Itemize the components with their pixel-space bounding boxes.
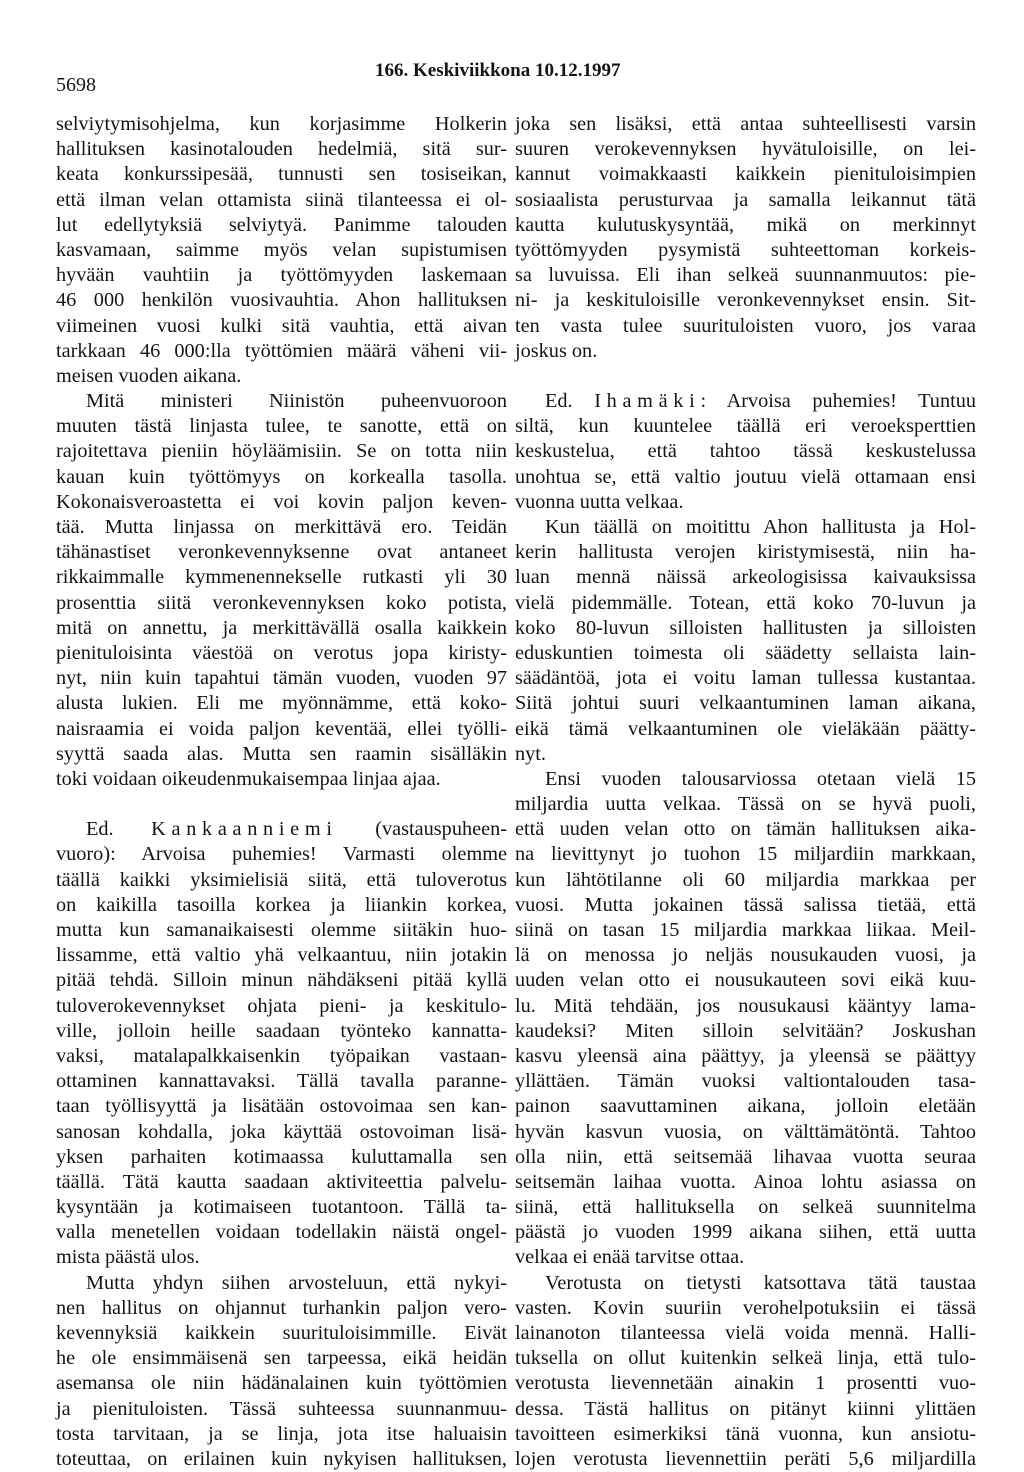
text-line: seitsemän laihaa vuotta. Ainoa lohtu asiassa on <box>515 1170 976 1193</box>
text-line: hyvän kasvun vuosia, on välttämätöntä. Tahtoo <box>515 1120 976 1143</box>
text-line: vaksi, matalapalkkaisenkin työpaikan vastaan- <box>56 1044 507 1067</box>
text-line: na lievittynyt jo tuohon 15 miljardiin markkaan, <box>515 843 976 866</box>
text-line <box>515 389 976 414</box>
text-line: tarkkaan 46 000:lla työttömien määrä väheni vii- <box>56 339 507 362</box>
text-line: unohtua se, että valtio joutuu vielä ottamaan ensi <box>515 465 976 488</box>
text-line: dessa. Tästä hallitus on pitänyt kiinni ylittäen <box>515 1397 976 1420</box>
text-line: tähänastiset veronkevennyksenne ovat antaneet <box>56 541 507 564</box>
text-line: taan työllisyyttä ja lisätään ostovoimaa sen kan- <box>56 1095 507 1118</box>
text-line: sa luvuissa. Eli ihan selkeä suunnanmuutos: pie- <box>515 264 976 287</box>
text-line: verotusta lievennetään ainakin 1 prosentti vuo- <box>515 1372 976 1395</box>
text-line: viimeinen vuosi kulki sitä vauhtia, että aivan <box>56 314 507 337</box>
text-line: vielä pidemmälle. Totean, että koko 70-luvun ja <box>515 591 976 614</box>
text-line: vuosi. Mutta jokainen tässä salissa tietää, että <box>515 893 976 916</box>
text-line: luan mennä näissä arkeologisissa kaivauksissa <box>515 566 976 589</box>
text-line: lut edellytyksiä selviytyä. Panimme talouden <box>56 213 507 236</box>
text-line: hyvään vauhtiin ja työttömyyden laskemaan <box>56 264 507 287</box>
text-line: miljardia uutta velkaa. Tässä on se hyvä puoli, <box>515 793 976 816</box>
text-line: asemansa ole niin hädänalainen kuin työttömien <box>56 1372 507 1395</box>
text-line: että ilman velan ottamista siinä tilanteessa ei ol- <box>56 188 507 211</box>
text-line: lainanoton tilanteessa vielä voida mennä. Halli- <box>515 1322 976 1344</box>
text-line: hallituksen kasinotalouden hedelmiä, sitä sur- <box>56 138 507 161</box>
text-line: muuten tästä linjasta tulee, te sanotte, että on <box>56 415 507 438</box>
text-line: tosta tarvitaan, ja se linja, jota itse haluaisin <box>56 1422 507 1445</box>
text-line: he ole ensimmäisenä sen tarpeessa, eikä heidän <box>56 1347 507 1370</box>
text-line: mista päästä ulos. <box>56 1246 200 1269</box>
text-line: tavoitteen esimerkiksi tänä vuonna, kun ansiotu- <box>515 1422 976 1445</box>
text-line: lissamme, että valtio yhä velkaantuu, niin jotakin <box>56 944 507 967</box>
text-line: kevennyksiä kaikkein suurituloisimmille. Eivät <box>56 1322 507 1344</box>
text-line: keata konkurssipesää, tunnusti sen tosiseikan, <box>56 163 507 186</box>
text-line: kautta kulutuskysyntää, mikä on merkinnyt <box>515 213 976 236</box>
text-line: on kaikilla tasoilla korkea ja liiankin korkea, <box>56 893 507 916</box>
text-line: nyt, niin kuin tapahtui tämän vuoden, vuoden 97 <box>56 667 507 690</box>
text-line: velkaa ei enää tarvitse ottaa. <box>515 1246 745 1269</box>
text-line: päästä jo vuoden 1999 aikana siihen, että uutta <box>515 1221 976 1244</box>
text-line: sosiaalista perusturvaa ja samalla leikannut tätä <box>515 188 976 211</box>
text-line: toki voidaan oikeudenmukaisempaa linjaa ajaa. <box>56 767 441 790</box>
text-line: mitä on annettu, ja merkittävällä osalla kaikkein <box>56 616 507 639</box>
speaker-prefix: Ed. <box>86 818 152 841</box>
text-line: ville, jolloin heille saadaan työnteko kannatta- <box>56 1019 507 1042</box>
text-line: lä on menossa jo neljäs nousukauden vuosi, ja <box>515 944 976 967</box>
text-line: valla menetellen voidaan todellakin näistä ongel- <box>56 1221 507 1244</box>
text-line: pienituloisinta väestöä on verotus jopa kiristy- <box>56 641 507 664</box>
text-line: täällä kaikki yksimielisiä siitä, että tuloverotus <box>56 868 507 891</box>
speaker-name: Kankaanniemi <box>151 818 338 841</box>
text-line: ottaminen kannattavaksi. Tällä tavalla paranne- <box>56 1070 507 1093</box>
text-line: uuden velan otto ei nousukauteen sovi eikä kuu- <box>515 969 976 992</box>
text-line: ten vasta tulee suurituloisten vuoro, jos varaa <box>515 314 976 337</box>
text-line: sanosan kohdalla, joka käyttää ostovoiman lisä- <box>56 1120 507 1143</box>
text-line: vasten. Kovin suuriin verohelpotuksiin ei tässä <box>515 1296 976 1319</box>
text-line: tää. Mutta linjassa on merkittävä ero. Teidän <box>56 516 507 538</box>
left-column <box>56 112 507 1472</box>
text-line: prosenttia siitä veronkevennyksen koko potista, <box>56 591 507 614</box>
text-line: kaudeksi? Miten silloin selvitään? Joskushan <box>515 1019 976 1042</box>
text-line: Mitä ministeri Niinistön puheenvuoroon <box>86 390 507 413</box>
text-line: Kun täällä on moitittu Ahon hallitusta ja Hol- <box>545 516 976 538</box>
text-line: kysyntään ja kotimaiseen tuotantoon. Tällä ta- <box>56 1196 507 1219</box>
text-line: rikkaimmalle kymmenennekselle rutkasti yli 30 <box>56 566 507 589</box>
text-line: naisraamia ei voida paljon keventää, ellei työlli- <box>56 717 507 740</box>
text-line: eduskuntien toimesta oli säädetty sellaista lain- <box>515 641 976 664</box>
text-line: siltä, kun kuuntelee täällä eri veroeksperttien <box>515 415 976 438</box>
text-line: nyt. <box>515 742 546 765</box>
text-line: nen hallitus on ohjannut turhankin paljon vero- <box>56 1296 507 1319</box>
text-line: koko 80-luvun silloisten hallitusten ja silloisten <box>515 616 976 639</box>
text-line: kun lähtötilanne oli 60 miljardia markkaa per <box>515 868 976 891</box>
paragraph-gap <box>56 792 507 817</box>
text-line: työttömyyden pysymistä suhteettoman korkeis- <box>515 238 976 261</box>
text-line: Siitä johtui suuri velkaantuminen laman aikana, <box>515 692 976 715</box>
text-line: siinä on tasan 15 miljardia markkaa liikaa. Meil- <box>515 919 976 941</box>
page-number: 5698 <box>56 74 96 96</box>
text-line: tuksella on ollut kuitenkin selkeä linja, että tulo- <box>515 1347 976 1370</box>
text-line: Mutta yhdyn siihen arvosteluun, että nykyi- <box>86 1271 507 1294</box>
text-line: syyttä saada alas. Mutta sen raamin sisälläkin <box>56 742 507 765</box>
text-line: lu. Mitä tehdään, jos nousukausi kääntyy lama- <box>515 994 976 1017</box>
text-line: kerin hallitusta verojen kiristymisestä, niin ha- <box>515 541 976 564</box>
text-line: mutta kun samanaikaisesti olemme siitäkin huo- <box>56 919 507 941</box>
text-line: Kokonaisveroastetta ei voi kovin paljon keven- <box>56 490 507 513</box>
speaker-prefix: Ed. <box>545 390 595 413</box>
text-line: eikä tämä velkaantuminen ole vieläkään päätty- <box>515 717 976 740</box>
text-line: 46 000 henkilön vuosivauhtia. Ahon hallituksen <box>56 289 507 312</box>
text-line: suuren verokevennyksen hyvätuloisille, on lei- <box>515 138 976 161</box>
text-line: painon saavuttaminen aikana, jolloin eletään <box>515 1095 976 1118</box>
text-line: selviytymisohjelma, kun korjasimme Holkerin <box>56 113 507 135</box>
text-line: meisen vuoden aikana. <box>56 364 242 387</box>
text-line <box>56 817 507 842</box>
text-line: täällä. Tätä kautta saadaan aktiviteettia palvelu- <box>56 1170 507 1193</box>
text-line: pitää tehdä. Silloin minun nähdäkseni pitää kyllä <box>56 969 507 992</box>
text-line: kasvamaan, saimme myös velan supistumisen <box>56 238 507 261</box>
text-line: tuloverokevennykset ohjata pieni- ja keskitulo- <box>56 994 507 1017</box>
text-line: joka sen lisäksi, että antaa suhteellisesti varsin <box>515 113 976 135</box>
speaker-name: Ihamäki <box>594 390 701 413</box>
text-line: kannut voimakkaasti kaikkein pienituloisimpien <box>515 163 976 186</box>
text-line: vuonna uutta velkaa. <box>515 490 684 513</box>
speaker-suffix: : Arvoisa puhemies! Tuntuu <box>700 390 976 413</box>
text-line: siinä, että hallituksella on selkeä suunnitelma <box>515 1196 976 1219</box>
paragraph-gap <box>515 364 976 389</box>
running-head: 166. Keskiviikkona 10.12.1997 <box>375 60 621 81</box>
text-line: alusta lukien. Eli me myönnämme, että koko- <box>56 692 507 715</box>
text-line: Ensi vuoden talousarviossa otetaan vielä 15 <box>545 767 976 790</box>
text-line: säädäntöä, jota ei voitu laman tullessa kustantaa. <box>515 667 976 690</box>
text-line: Verotusta on tietysti katsottava tätä taustaa <box>545 1271 976 1294</box>
text-line: rajoitettava pieniin höyläämisiin. Se on totta niin <box>56 440 507 463</box>
text-line: että uuden velan otto on tämän hallituksen aika- <box>515 818 976 841</box>
text-line: yksen parhaiten kotimaassa kuluttamalla sen <box>56 1145 507 1168</box>
text-line: olla niin, että seitsemää lihavaa vuotta seuraa <box>515 1145 976 1168</box>
text-line: ja pienituloisten. Tässä suhteessa suunnanmuu- <box>56 1397 507 1420</box>
text-line: keskustelua, että tahtoo tässä keskustelussa <box>515 440 976 463</box>
text-line: ni- ja keskituloisille veronkevennykset ensin. Sit- <box>515 289 976 312</box>
text-line: yllättäen. Tämän vuoksi valtiontalouden tasa- <box>515 1070 976 1093</box>
speaker-suffix: (vastauspuheen- <box>337 818 507 841</box>
text-line: lojen verotusta lievennettiin peräti 5,6 miljardilla <box>515 1447 976 1470</box>
right-column <box>515 112 976 1472</box>
text-line: vuoro): Arvoisa puhemies! Varmasti olemme <box>56 843 507 866</box>
text-line: joskus on. <box>515 339 598 362</box>
text-line: toteuttaa, on erilainen kuin nykyisen hallituksen, <box>56 1447 507 1470</box>
text-line: kauan kuin työttömyys on korkealla tasolla. <box>56 465 507 488</box>
text-line: kasvu yleensä aina päättyy, ja yleensä se päättyy <box>515 1044 976 1067</box>
